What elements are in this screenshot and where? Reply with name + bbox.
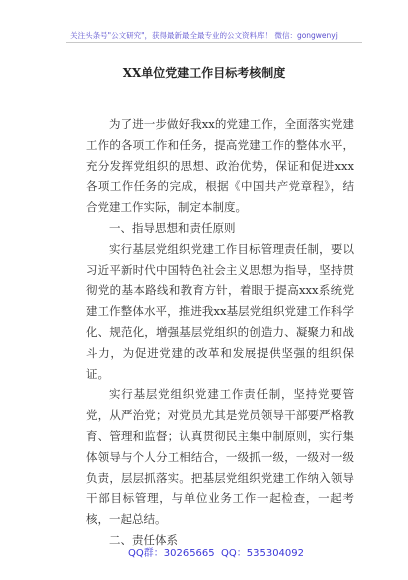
- intro-paragraph: 为了进一步做好我xx的党建工作，全面落实党建工作的各项工作和任务，提高党建工作的整体水平，充分发挥党组织的思想、政治优势，保证和促进xxx各项工作任务的完成，根据《中国共产党章程》，结合党建工作实际，制定本制度。: [86, 117, 354, 215]
- document-body: [86, 114, 354, 551]
- header-divider: [66, 42, 362, 43]
- section-heading-2: 二、责任体系: [109, 532, 178, 547]
- body-paragraph: 实行基层党组织党建工作目标管理责任制，要以习近平新时代中国特色社会主义思想为指导，坚持贯彻党的基本路线和教育方针，着眼于提高xxx系统党建工作整体水平，推进我xx基层党组织党建工作科学化、规范化，增强基层党组织的创造力、凝聚力和战斗力，为促进党建的改革和发展提供坚强的组织保证。: [86, 241, 354, 381]
- header-banner: 关注头条号"公文研究"，获得最新最全最专业的公文资料库！ 微信：gongwenyj: [70, 31, 338, 40]
- section-heading-1: 一、指导思想和责任原则: [109, 220, 236, 235]
- body-paragraph: 实行基层党组织党建工作责任制，坚持党要管党，从严治党；对党员尤其是党员领导干部要严格教育、管理和监督；认真贯彻民主集中制原则，实行集体领导与个人分工相结合，一级抓一级，一级对一级负责，层层抓落实。把基层党组织党建工作纳入领导干部目标管理，与单位业务工作一起检查，一起考核，一起总结。: [86, 387, 354, 527]
- footer-qq-contact: QQ：535304092: [221, 548, 305, 559]
- document-title: XX单位党建工作目标考核制度: [122, 66, 286, 80]
- footer-qq-group: QQ群：30265665: [128, 548, 215, 559]
